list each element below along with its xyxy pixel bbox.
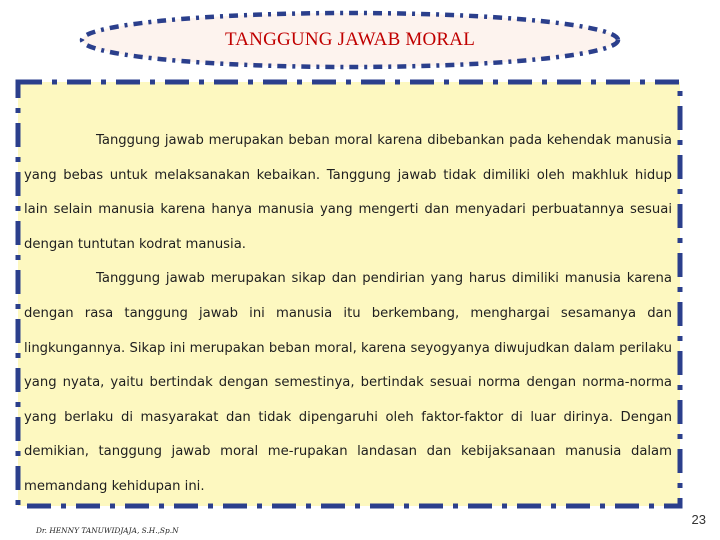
slide-title-banner [78, 10, 622, 70]
author-credit: Dr. HENNY TANUWIDJAJA, S.H.,Sp.N [36, 526, 179, 535]
paragraph-2-text: yang harus dimiliki manusia karena dengan rasa tanggung jawab ini manusia itu berkembang, menghargai sesamanya dan lingkungannya. Sikap ini merupakan beban moral, karena seyogyanya diwujudkan dalam perilaku yang nyata, yaitu bertindak dengan semestinya, bertindak sesuai norma dengan norma-norma yang berlaku di masyarakat dan tidak dipengaruhi oleh faktor-faktor di luar dirinya. Dengan demikian, tanggung jawab moral me-rupakan landasan dan kebijaksanaan manusia dalam memandang kehidupan ini. [24, 271, 672, 494]
content-body [24, 124, 672, 505]
content-panel [14, 78, 684, 510]
paragraph-1-lead: Tanggung jawab merupakan beban moral [96, 133, 373, 148]
paragraph-1 [24, 124, 672, 262]
paragraph-2 [24, 262, 672, 504]
paragraph-1-text: karena dibebankan pada kehendak manusia yang bebas untuk melaksanakan kebaikan. Tanggung jawab tidak dimiliki oleh makhluk hidup lain selain manusia karena hanya manusia yang mengerti dan menyadari perbuatannya sesuai dengan tuntutan kodrat manusia. [24, 133, 672, 252]
page-number: 23 [691, 512, 706, 527]
paragraph-2-lead: Tanggung jawab merupakan sikap dan pendirian [96, 271, 425, 287]
slide-title: TANGGUNG JAWAB MORAL [224, 29, 476, 50]
